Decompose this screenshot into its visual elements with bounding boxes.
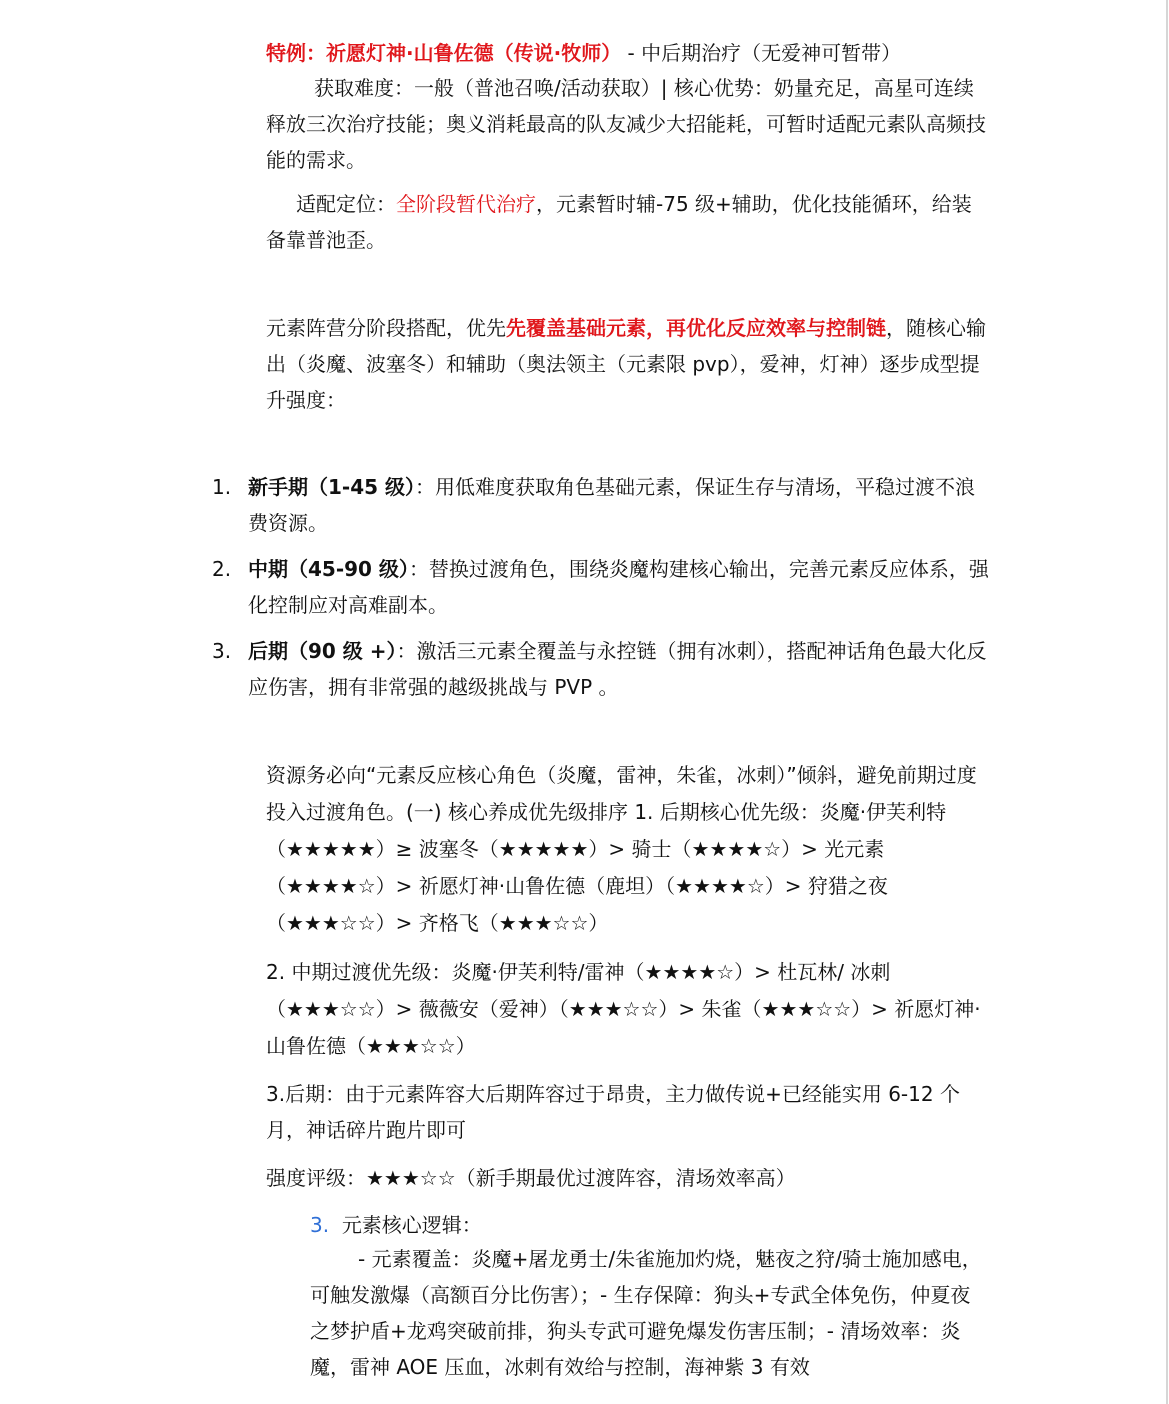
- intro-before: 元素阵营分阶段搭配，优先: [266, 316, 506, 340]
- logic-number: 3.: [310, 1213, 330, 1237]
- special-description: [266, 70, 990, 178]
- stage-text: [248, 469, 993, 541]
- stage-number: 3.: [212, 639, 232, 663]
- stage-text: [248, 633, 993, 705]
- stage-desc: ：激活三元素全覆盖与永控链（拥有冰刺），搭配神话角色最大化反应伤害，拥有非常强的越级挑战与 PVP 。: [248, 639, 987, 699]
- stage-title: 新手期（1-45 级）: [248, 475, 416, 499]
- logic-heading: [310, 1207, 990, 1243]
- stage-text: [248, 551, 993, 623]
- special-desc-text: 获取难度：一般（普池召唤/活动获取）| 核心优势：奶量充足，高星可连续释放三次治疗技能；奥义消耗最高的队友减少大招能耗，可暂时适配元素队高频技能的需求。: [266, 76, 986, 172]
- position-highlight: 全阶段暂代治疗: [396, 192, 536, 216]
- special-title: 特例：祈愿灯神·山鲁佐德（传说·牧师）: [266, 41, 622, 65]
- strength-rating-text: 强度评级：★★★☆☆（新手期最优过渡阵容，清场效率高）: [266, 1166, 796, 1190]
- late-stage-note: [266, 1076, 990, 1148]
- special-heading: [266, 35, 1006, 71]
- special-title-suffix: - 中后期治疗（无爱神可暂带）: [621, 41, 902, 65]
- logic-body: [310, 1241, 990, 1385]
- midterm-priority: [266, 954, 990, 1065]
- stage-title: 后期（90 级 +）: [248, 639, 397, 663]
- stage-desc: ：用低难度获取角色基础元素，保证生存与清场，平稳过渡不浪费资源。: [248, 475, 976, 535]
- resource-text: 资源务必向“元素反应核心角色（炎魔，雷神，朱雀，冰刺）”倾斜，避免前期过度投入过渡角色。(一) 核心养成优先级排序 1. 后期核心优先级：炎魔·伊芙利特（★★★★★）≥ 波塞冬（★★★★★）> 骑士（★★★★☆）> 光元素（★★★★☆）> 祈愿灯神·山鲁佐德（鹿坦）（★★★★☆）> 狩猎之夜（★★★☆☆）> 齐格飞（★★★☆☆）: [266, 763, 977, 935]
- logic-text: - 元素覆盖：炎魔+屠龙勇士/朱雀施加灼烧，魅夜之狩/骑士施加感电，可触发激爆（高额百分比伤害）；- 生存保障：狗头+专武全体免伤，仲夏夜之梦护盾+龙鸡突破前排，狗头专武可避免爆发伤害压制；- 清场效率：炎魔，雷神 AOE 压血，冰刺有效给与控制，海神紫 3 有效: [310, 1247, 982, 1379]
- stage-number: 2.: [212, 557, 232, 581]
- midterm-text: 2. 中期过渡优先级：炎魔·伊芙利特/雷神（★★★★☆）> 杜瓦林/ 冰刺（★★★☆☆）> 薇薇安（爱神）（★★★☆☆）> 朱雀（★★★☆☆）> 祈愿灯神·山鲁佐德（★★★☆☆）: [266, 960, 981, 1058]
- special-position: [266, 186, 990, 258]
- resource-paragraph: [266, 757, 990, 942]
- position-label: 适配定位：: [296, 192, 396, 216]
- intro-highlight: 先覆盖基础元素，再优化反应效率与控制链: [506, 316, 886, 340]
- stage-title: 中期（45-90 级）: [248, 557, 409, 581]
- page-edge-rule: [1166, 0, 1168, 1404]
- stage-number: 1.: [212, 475, 232, 499]
- intro-after: ，随核心输出（炎魔、波塞冬）和辅助（奥法领主（元素限 pvp），爱神，灯神）逐步成型提升强度：: [266, 316, 986, 412]
- position-rest: ，元素暂时辅-75 级+辅助，优化技能循环，给装备靠普池歪。: [266, 192, 972, 252]
- late-stage-text: 3.后期：由于元素阵容大后期阵容过于昂贵，主力做传说+已经能实用 6-12 个月，神话碎片跑片即可: [266, 1082, 960, 1142]
- strength-rating: [266, 1160, 990, 1196]
- intro-paragraph: [266, 310, 990, 418]
- stage-desc: ：替换过渡角色，围绕炎魔构建核心输出，完善元素反应体系，强化控制应对高难副本。: [248, 557, 989, 617]
- logic-title: 元素核心逻辑：: [341, 1213, 482, 1237]
